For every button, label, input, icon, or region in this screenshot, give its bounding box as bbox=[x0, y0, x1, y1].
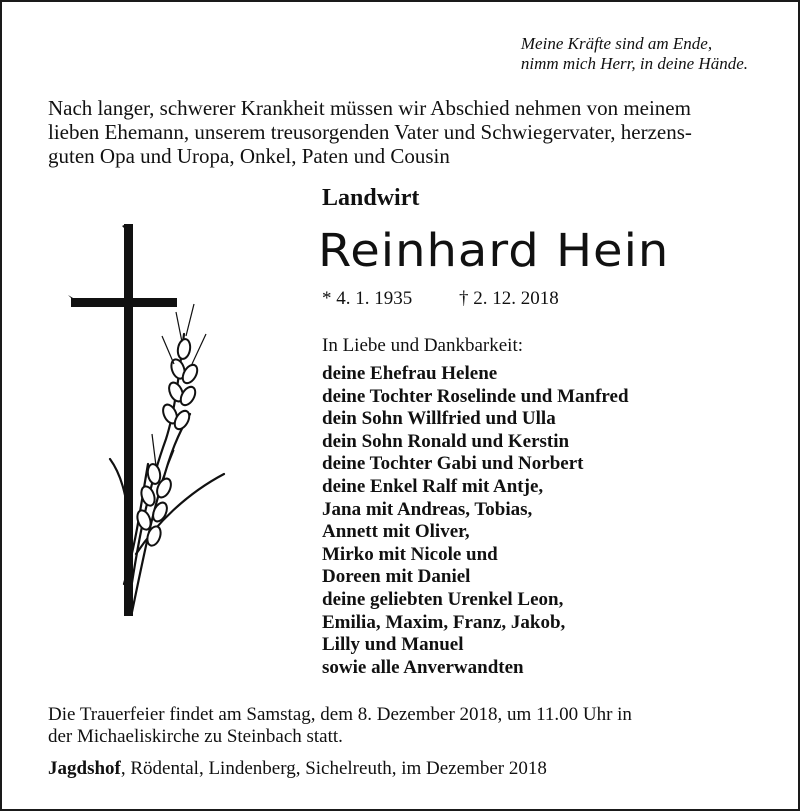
motto-verse bbox=[521, 34, 748, 74]
death-date: † 2. 12. 2018 bbox=[459, 288, 559, 309]
mourners-list bbox=[322, 363, 629, 679]
birth-date: * 4. 1. 1935 bbox=[322, 288, 413, 309]
mourner-line: Mirko mit Nicole und bbox=[322, 543, 498, 565]
mourner-line: deine Enkel Ralf mit Antje, bbox=[322, 475, 544, 497]
service-line-2: der Michaeliskirche zu Steinbach statt. bbox=[48, 726, 343, 747]
closing-places-rest: , Rödental, Lindenberg, Sichelreuth, im Dezember 2018 bbox=[120, 758, 547, 779]
mourner-line: Emilia, Maxim, Franz, Jakob, bbox=[322, 611, 566, 633]
mourner-line: Annett mit Oliver, bbox=[322, 521, 470, 543]
deceased-name: Reinhard Hein bbox=[318, 224, 670, 278]
service-line-1: Die Trauerfeier findet am Samstag, dem 8. Dezember 2018, um 11.00 Uhr in bbox=[48, 704, 632, 725]
cross-with-wheat-icon bbox=[66, 224, 236, 624]
funeral-service-info bbox=[48, 704, 768, 748]
intro-line-3: guten Opa und Uropa, Onkel, Paten und Cousin bbox=[48, 144, 450, 168]
mourner-line: deine Tochter Gabi und Norbert bbox=[322, 453, 584, 475]
mourner-line: dein Sohn Willfried und Ulla bbox=[322, 408, 556, 430]
mourner-line: Lilly und Manuel bbox=[322, 634, 464, 656]
intro-line-1: Nach langer, schwerer Krankheit müssen wir Abschied nehmen von meinem bbox=[48, 96, 691, 120]
closing-places bbox=[48, 758, 547, 780]
mourner-line: deine Ehefrau Helene bbox=[322, 363, 498, 384]
life-dates bbox=[322, 288, 559, 310]
motto-line-2: nimm mich Herr, in deine Hände. bbox=[520, 54, 748, 73]
mourner-line: Jana mit Andreas, Tobias, bbox=[322, 498, 533, 520]
mourner-line: Doreen mit Daniel bbox=[322, 566, 471, 588]
intro-text bbox=[48, 96, 760, 168]
gratitude-line: In Liebe und Dankbarkeit: bbox=[322, 335, 524, 356]
motto-line-1: Meine Kräfte sind am Ende, bbox=[520, 34, 713, 53]
occupation: Landwirt bbox=[322, 185, 420, 211]
closing-place-bold: Jagdshof bbox=[48, 758, 121, 779]
intro-line-2: lieben Ehemann, unserem treusorgenden Vater und Schwiegervater, herzens- bbox=[48, 120, 692, 144]
mourner-line: deine Tochter Roselinde und Manfred bbox=[322, 385, 629, 407]
mourner-line: dein Sohn Ronald und Kerstin bbox=[322, 430, 570, 452]
mourner-line: deine geliebten Urenkel Leon, bbox=[322, 588, 564, 610]
mourner-line: sowie alle Anverwandten bbox=[322, 656, 524, 678]
